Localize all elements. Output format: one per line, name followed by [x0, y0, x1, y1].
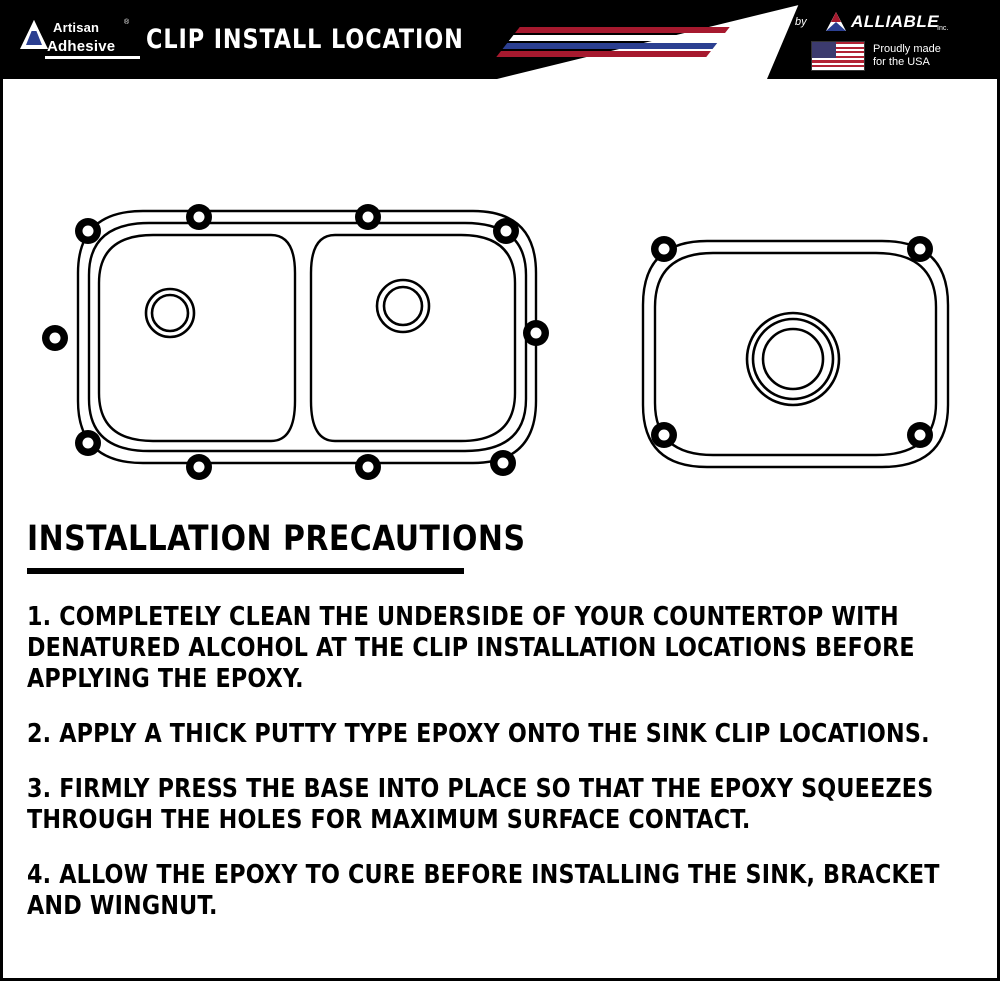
precautions-heading: INSTALLATION PRECAUTIONS [27, 519, 526, 559]
double-bowl-sink [78, 211, 536, 463]
alliable-wordmark: ALLIABLE [851, 12, 940, 31]
flag-stripes-decoration [496, 27, 729, 57]
precaution-step: 2. APPLY A THICK PUTTY TYPE EPOXY ONTO THE SINK CLIP LOCATIONS. [27, 719, 930, 749]
page-header [3, 3, 997, 79]
sink-diagram-svg [3, 123, 997, 503]
installation-precautions-section [27, 519, 977, 946]
proudly-made-usa-block [789, 39, 985, 73]
clip-marker [75, 218, 101, 244]
precautions-underline [27, 568, 464, 574]
artisan-logo-underline [45, 56, 140, 59]
single-bowl-sink [643, 241, 948, 467]
clip-marker [493, 218, 519, 244]
proudly-made-line1: Proudly made [873, 43, 941, 55]
artisan-mountain-mark-icon [17, 18, 51, 52]
clip-marker [186, 454, 212, 480]
alliable-triangle-mark-icon [825, 11, 847, 33]
clip-location-diagram [3, 123, 997, 503]
clip-marker [355, 454, 381, 480]
clip-marker [186, 204, 212, 230]
artisan-adhesive-logo [17, 16, 137, 66]
page-title: CLIP INSTALL LOCATION [146, 24, 464, 55]
clip-marker [75, 430, 101, 456]
precautions-steps-list [27, 602, 977, 922]
clip-location-markers [42, 204, 933, 480]
clip-marker [907, 422, 933, 448]
alliable-logo [787, 9, 987, 35]
artisan-wordmark-line2: Adhesive [47, 38, 116, 55]
precaution-step: 3. FIRMLY PRESS THE BASE INTO PLACE SO THAT THE EPOXY SQUEEZES THROUGH THE HOLES FOR MAXIMUM SURFACE CONTACT. [27, 774, 934, 835]
clip-marker [651, 422, 677, 448]
artisan-registered-mark: ® [124, 19, 130, 26]
usa-flag-icon [811, 41, 865, 71]
precaution-step: 4. ALLOW THE EPOXY TO CURE BEFORE INSTALLING THE SINK, BRACKET AND WINGNUT. [27, 860, 940, 921]
precaution-step: 1. COMPLETELY CLEAN THE UNDERSIDE OF YOUR COUNTERTOP WITH DENATURED ALCOHOL AT THE CLIP INSTALLATION LOCATIONS BEFORE APPLYING THE EPOXY. [27, 602, 915, 694]
proudly-made-text [873, 43, 941, 69]
alliable-inc-suffix: Inc. [937, 25, 949, 32]
clip-marker [651, 236, 677, 262]
proudly-made-line2: for the USA [873, 56, 930, 68]
clip-marker [490, 450, 516, 476]
clip-marker [42, 325, 68, 351]
clip-marker [907, 236, 933, 262]
alliable-by-label: by [795, 16, 807, 28]
clip-marker [355, 204, 381, 230]
clip-marker [523, 320, 549, 346]
artisan-wordmark-line1: Artisan [53, 20, 100, 35]
